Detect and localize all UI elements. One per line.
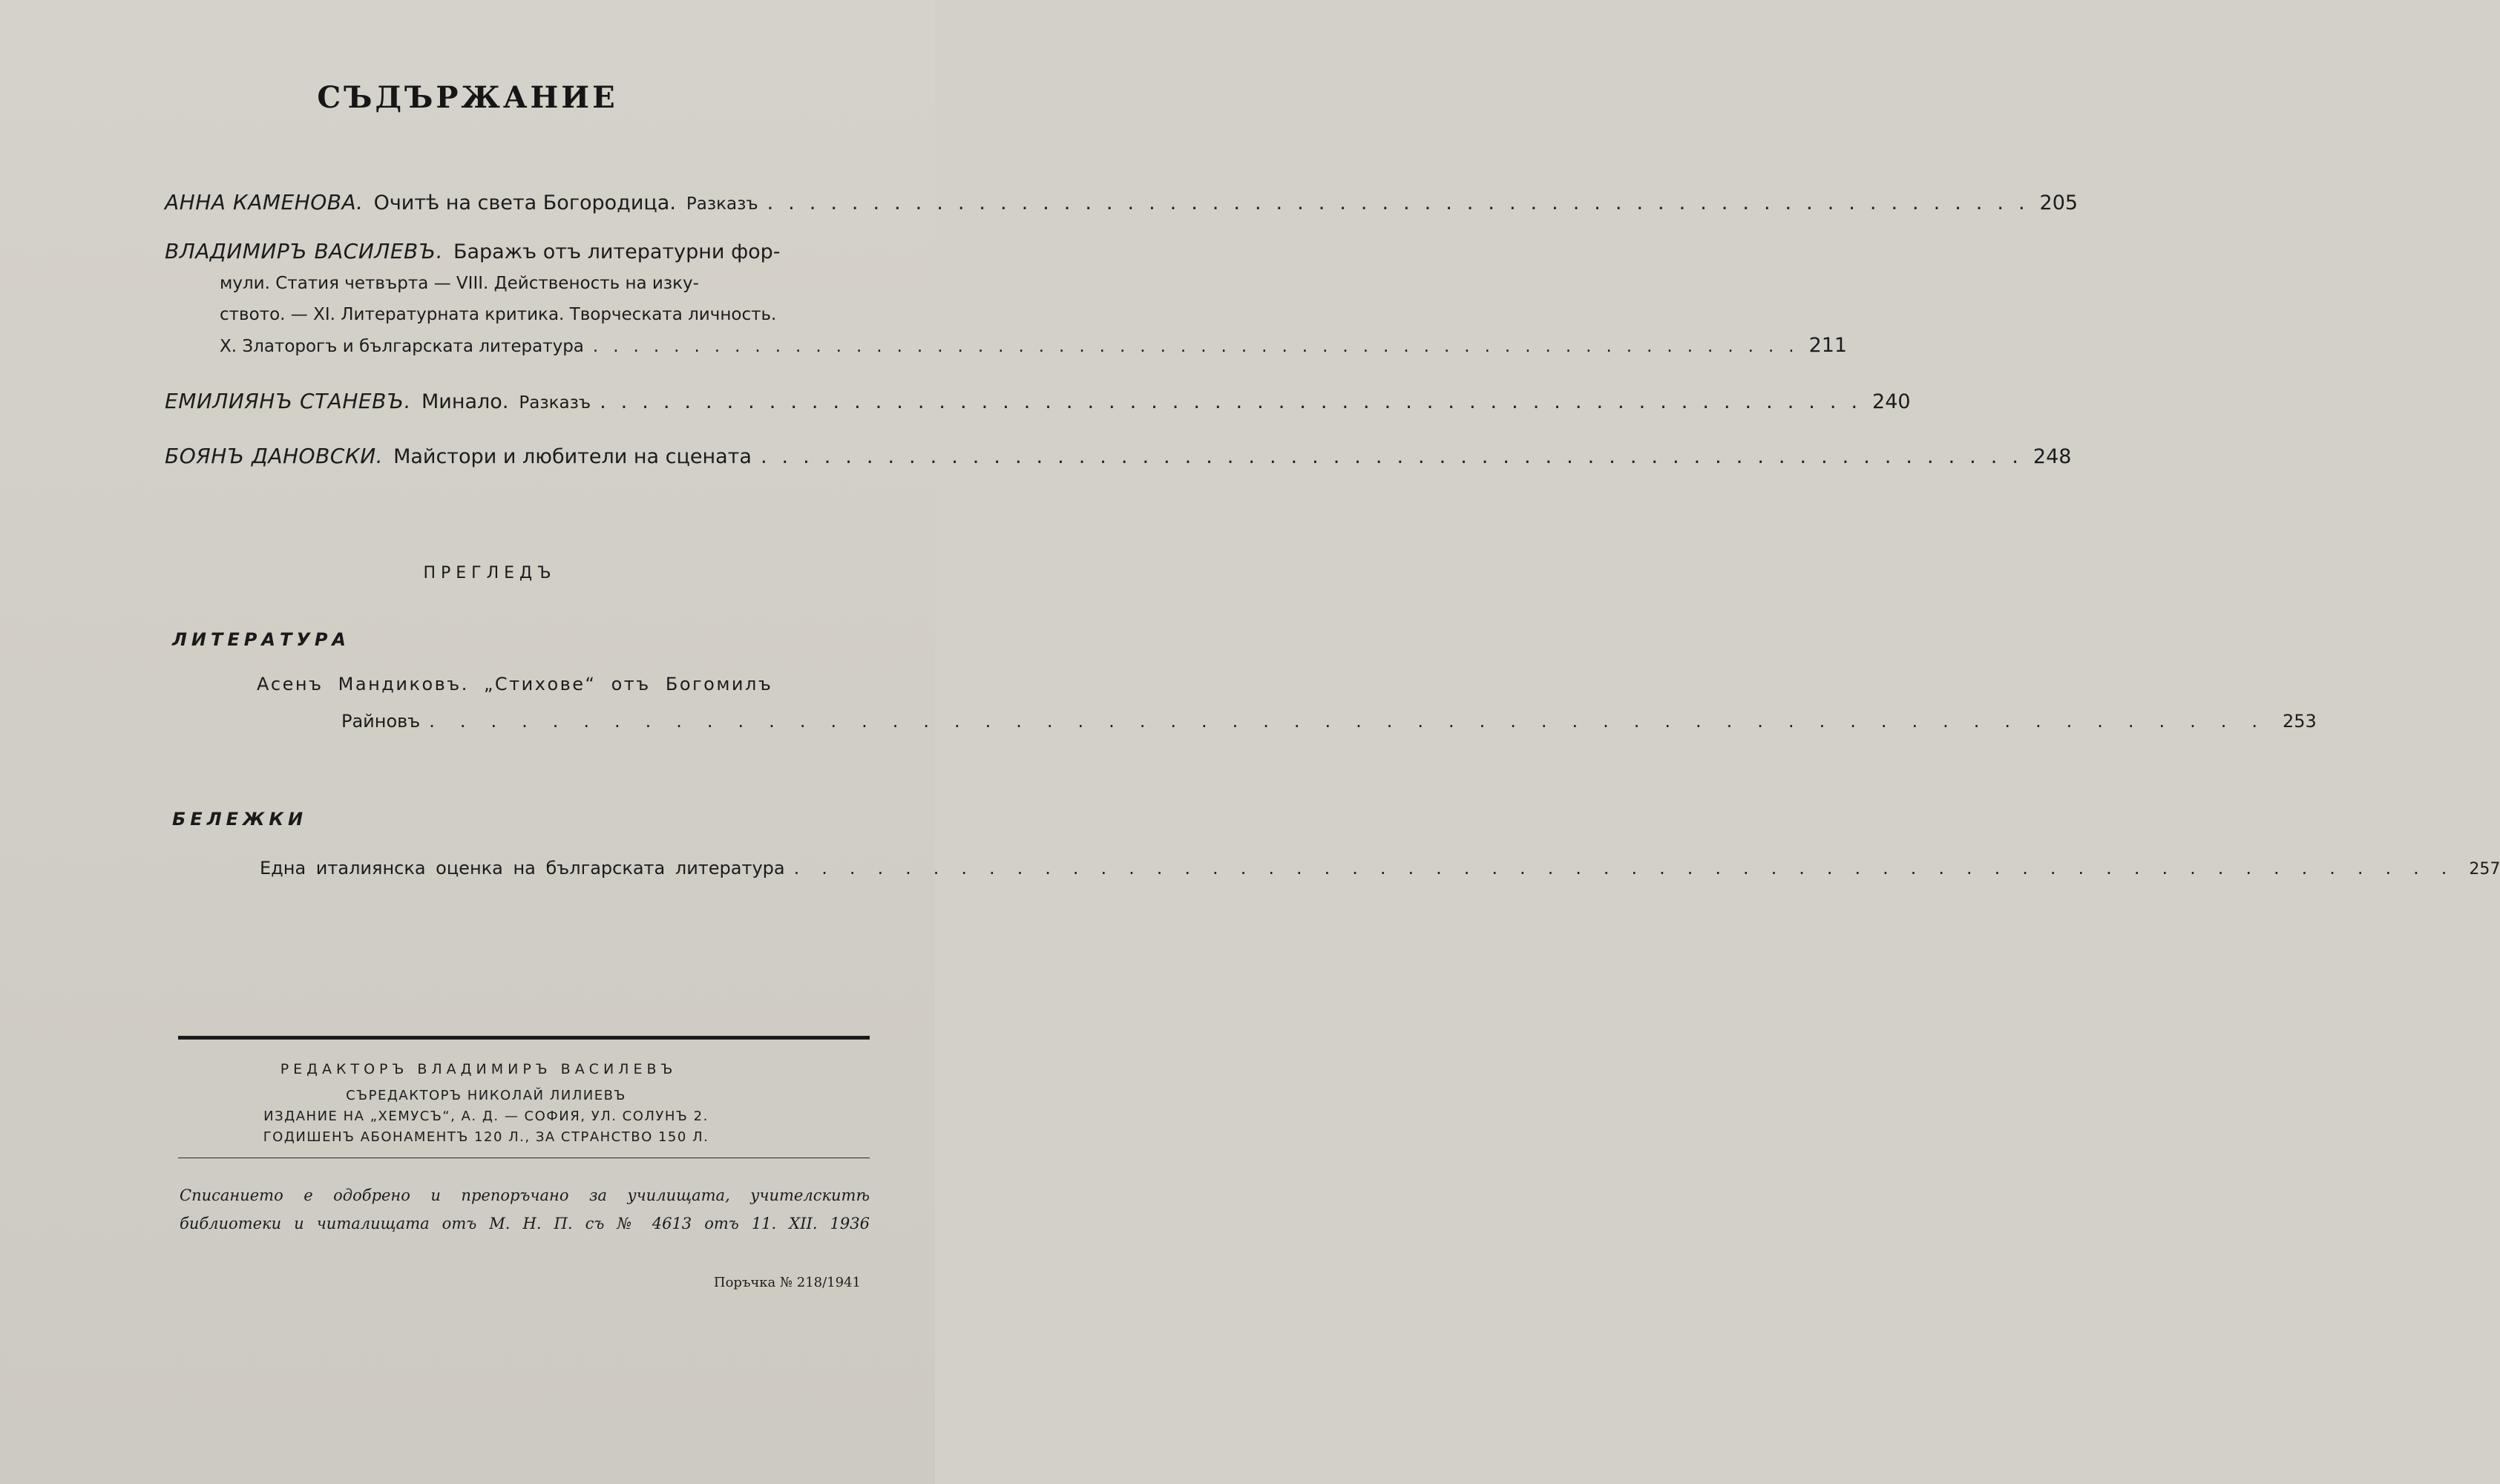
dot-leader: ............................................................	[592, 337, 1809, 356]
entry-page-number: 205	[2039, 191, 2079, 214]
entry-title-line: X. Златорогъ и българската литература	[220, 337, 584, 356]
approval-line: Списанието е одобрено и препоръчано за училищата, учителскитѣ	[180, 1186, 870, 1204]
dot-leader: ............................................................	[429, 711, 2283, 732]
entry-title-line: ството. — XI. Литературната критика. Творческата личность.	[220, 305, 777, 324]
toc-row	[341, 711, 2317, 732]
entry-title: Баражъ отъ литературни фор-	[453, 240, 781, 263]
review-heading: ПРЕГЛЕДЪ	[423, 564, 557, 582]
toc-row	[165, 187, 2079, 220]
toc-entry-stanev	[165, 386, 1911, 418]
entry-genre: Разказъ	[519, 393, 591, 413]
imprint-editor: РЕДАКТОРЪ ВЛАДИМИРЪ ВАСИЛЕВЪ	[280, 1061, 678, 1077]
imprint-publisher: ИЗДАНИЕ НА „ХЕМУСЪ“, А. Д. — СОФИЯ, УЛ. СОЛУНЪ 2.	[263, 1109, 709, 1124]
entry-page-number: 248	[2033, 445, 2072, 468]
dot-leader: ............................................................	[767, 191, 2040, 214]
literature-heading: ЛИТЕРАТУРА	[172, 629, 350, 650]
entry-genre: Разказъ	[686, 194, 758, 214]
literature-item-line: Райновъ	[341, 711, 421, 732]
entry-page-number: 240	[1872, 390, 1911, 413]
imprint-coeditor: СЪРЕДАКТОРЪ НИКОЛАЙ ЛИЛИЕВЪ	[346, 1088, 626, 1103]
literature-item-line: Асенъ Мандиковъ. „Стихове“ отъ Богомилъ	[257, 674, 773, 695]
page-title: СЪДЪРЖАНИЕ	[317, 80, 618, 115]
dot-leader: ............................................................	[600, 390, 1873, 413]
divider-thick	[178, 1036, 870, 1040]
toc-entry-kamenova	[165, 187, 2079, 220]
entry-page-number: 211	[1808, 334, 1848, 357]
entry-author: БОЯНЪ ДАНОВСКИ.	[165, 444, 384, 468]
entry-author: ЕМИЛИЯНЪ СТАНЕВЪ.	[165, 389, 411, 413]
entry-title: Очитѣ на света Богородица.	[373, 191, 676, 214]
literature-page-number: 253	[2283, 711, 2317, 732]
toc-row	[165, 330, 1848, 362]
approval-line: библиотеки и читалищата отъ М. Н. П. съ № 4613 отъ 11. XII. 1936	[180, 1215, 870, 1232]
toc-row	[165, 386, 1911, 418]
entry-author: АННА КАМЕНОВА.	[165, 190, 364, 214]
notes-item: Една италиянска оценка на българската литература	[260, 858, 785, 879]
dot-leader: ............................................................	[793, 858, 2470, 879]
notes-page-number: 257	[2469, 860, 2500, 879]
dot-leader: ............................................................	[760, 445, 2033, 468]
toc-row	[165, 236, 862, 268]
toc-entry-vasilev	[165, 236, 1848, 362]
toc-row	[260, 858, 2500, 879]
entry-author: ВЛАДИМИРЪ ВАСИЛЕВЪ.	[165, 239, 443, 263]
entry-title: Минало.	[421, 390, 509, 413]
literature-item-row	[341, 711, 2317, 732]
toc-row	[165, 441, 2072, 473]
notes-item-row	[260, 858, 2500, 879]
imprint-subscription: ГОДИШЕНЪ АБОНАМЕНТЪ 120 Л., ЗА СТРАНСТВО 150 Л.	[263, 1129, 709, 1145]
toc-entry-danovski	[165, 441, 2072, 473]
notes-heading: БЕЛЕЖКИ	[172, 809, 308, 830]
entry-title: Майстори и любители на сцената	[393, 445, 752, 468]
entry-title-line: мули. Статия четвърта — VIII. Действеность на изку-	[220, 274, 699, 293]
order-number: Поръчка № 218/1941	[713, 1275, 861, 1290]
